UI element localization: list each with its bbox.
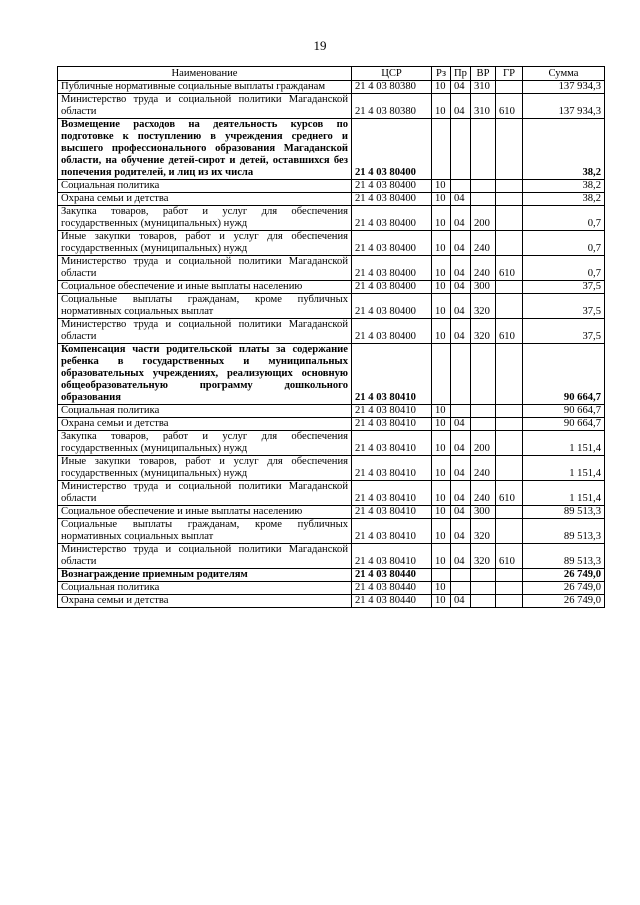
cell-csr: 21 4 03 80380 (352, 81, 432, 94)
table-row (58, 119, 605, 180)
column-header-gr: ГР (496, 67, 523, 81)
table-row (58, 418, 605, 431)
cell-sum: 0,7 (523, 206, 605, 231)
cell-pr (451, 344, 471, 405)
cell-gr (496, 294, 523, 319)
column-header-pr: Пр (451, 67, 471, 81)
cell-csr: 21 4 03 80380 (352, 94, 432, 119)
cell-csr: 21 4 03 80410 (352, 481, 432, 506)
cell-vr: 240 (471, 231, 496, 256)
cell-gr (496, 281, 523, 294)
cell-sum: 26 749,0 (523, 595, 605, 608)
table-row (58, 481, 605, 506)
cell-vr (471, 418, 496, 431)
cell-csr: 21 4 03 80400 (352, 281, 432, 294)
cell-csr: 21 4 03 80410 (352, 519, 432, 544)
cell-name: Компенсация части родительской платы за содержание ребенка в государственных и муниципальных образовательных учреждениях, реализующих основную общеобразовательную программу дошкольного образования (58, 344, 352, 405)
cell-sum: 89 513,3 (523, 506, 605, 519)
cell-gr: 610 (496, 319, 523, 344)
cell-csr: 21 4 03 80440 (352, 582, 432, 595)
cell-gr (496, 231, 523, 256)
cell-pr (451, 582, 471, 595)
page-number: 19 (313, 38, 327, 53)
table-row (58, 519, 605, 544)
cell-sum: 37,5 (523, 319, 605, 344)
column-header-name: Наименование (58, 67, 352, 81)
cell-rz (432, 344, 451, 405)
table-row (58, 193, 605, 206)
cell-sum: 1 151,4 (523, 481, 605, 506)
cell-vr (471, 344, 496, 405)
cell-vr: 300 (471, 281, 496, 294)
cell-rz: 10 (432, 193, 451, 206)
table-row (58, 319, 605, 344)
table-row (58, 431, 605, 456)
cell-rz: 10 (432, 519, 451, 544)
cell-gr (496, 595, 523, 608)
cell-csr: 21 4 03 80410 (352, 418, 432, 431)
cell-gr (496, 506, 523, 519)
cell-gr (496, 569, 523, 582)
cell-sum: 90 664,7 (523, 405, 605, 418)
table-row (58, 256, 605, 281)
cell-rz: 10 (432, 180, 451, 193)
cell-sum: 90 664,7 (523, 418, 605, 431)
cell-csr: 21 4 03 80400 (352, 319, 432, 344)
cell-rz: 10 (432, 595, 451, 608)
cell-vr (471, 595, 496, 608)
cell-csr: 21 4 03 80400 (352, 119, 432, 180)
cell-name: Возмещение расходов на деятельность курсов по подготовке к поступлению в учреждения среднего и высшего профессионального образования Магаданской области, на обучение детей-сирот и детей, оставшихся без попечения родителей, и лиц из их числа (58, 119, 352, 180)
cell-gr (496, 193, 523, 206)
cell-pr (451, 569, 471, 582)
cell-vr: 240 (471, 256, 496, 281)
cell-vr: 240 (471, 481, 496, 506)
cell-sum: 0,7 (523, 231, 605, 256)
cell-vr: 310 (471, 94, 496, 119)
cell-gr (496, 180, 523, 193)
cell-pr (451, 119, 471, 180)
cell-sum: 0,7 (523, 256, 605, 281)
cell-rz (432, 569, 451, 582)
cell-pr: 04 (451, 319, 471, 344)
column-header-csr: ЦСР (352, 67, 432, 81)
table-row (58, 595, 605, 608)
cell-name: Социальные выплаты гражданам, кроме публичных нормативных социальных выплат (58, 519, 352, 544)
cell-sum: 26 749,0 (523, 582, 605, 595)
cell-csr: 21 4 03 80400 (352, 193, 432, 206)
cell-rz: 10 (432, 256, 451, 281)
cell-gr: 610 (496, 544, 523, 569)
table-row (58, 94, 605, 119)
budget-table (57, 66, 605, 608)
cell-pr: 04 (451, 294, 471, 319)
cell-name: Публичные нормативные социальные выплаты гражданам (58, 81, 352, 94)
cell-pr: 04 (451, 81, 471, 94)
cell-sum: 1 151,4 (523, 431, 605, 456)
cell-gr (496, 119, 523, 180)
cell-rz: 10 (432, 582, 451, 595)
cell-name: Охрана семьи и детства (58, 193, 352, 206)
cell-rz: 10 (432, 319, 451, 344)
cell-name: Министерство труда и социальной политики Магаданской области (58, 94, 352, 119)
cell-gr (496, 519, 523, 544)
cell-vr: 320 (471, 544, 496, 569)
cell-pr: 04 (451, 456, 471, 481)
cell-csr: 21 4 03 80400 (352, 294, 432, 319)
cell-name: Иные закупки товаров, работ и услуг для обеспечения государственных (муниципальных) нужд (58, 456, 352, 481)
cell-name: Вознаграждение приемным родителям (58, 569, 352, 582)
cell-sum: 1 151,4 (523, 456, 605, 481)
cell-sum: 37,5 (523, 294, 605, 319)
cell-sum: 89 513,3 (523, 519, 605, 544)
table-row (58, 456, 605, 481)
table-row (58, 582, 605, 595)
table-row (58, 569, 605, 582)
cell-name: Социальное обеспечение и иные выплаты населению (58, 281, 352, 294)
cell-sum: 137 934,3 (523, 81, 605, 94)
column-header-vr: ВР (471, 67, 496, 81)
cell-csr: 21 4 03 80440 (352, 569, 432, 582)
cell-rz: 10 (432, 544, 451, 569)
cell-pr: 04 (451, 544, 471, 569)
cell-vr (471, 180, 496, 193)
cell-pr (451, 405, 471, 418)
cell-pr (451, 180, 471, 193)
cell-gr (496, 582, 523, 595)
cell-sum: 38,2 (523, 119, 605, 180)
cell-rz: 10 (432, 431, 451, 456)
cell-gr (496, 81, 523, 94)
cell-vr (471, 582, 496, 595)
table-row (58, 506, 605, 519)
table-body (58, 81, 605, 608)
cell-vr: 240 (471, 456, 496, 481)
cell-rz: 10 (432, 405, 451, 418)
cell-pr: 04 (451, 281, 471, 294)
cell-vr: 310 (471, 81, 496, 94)
table-row (58, 81, 605, 94)
cell-csr: 21 4 03 80400 (352, 206, 432, 231)
cell-csr: 21 4 03 80440 (352, 595, 432, 608)
cell-name: Социальные выплаты гражданам, кроме публичных нормативных социальных выплат (58, 294, 352, 319)
cell-rz: 10 (432, 294, 451, 319)
cell-vr: 300 (471, 506, 496, 519)
cell-vr (471, 569, 496, 582)
cell-pr: 04 (451, 506, 471, 519)
table-row (58, 544, 605, 569)
cell-pr: 04 (451, 256, 471, 281)
cell-csr: 21 4 03 80400 (352, 180, 432, 193)
cell-sum: 137 934,3 (523, 94, 605, 119)
cell-pr: 04 (451, 94, 471, 119)
cell-rz: 10 (432, 231, 451, 256)
cell-pr: 04 (451, 193, 471, 206)
cell-vr (471, 193, 496, 206)
cell-vr: 320 (471, 519, 496, 544)
table-row (58, 281, 605, 294)
cell-csr: 21 4 03 80410 (352, 431, 432, 456)
column-header-rz: Рз (432, 67, 451, 81)
table-row (58, 344, 605, 405)
cell-rz: 10 (432, 281, 451, 294)
table-row (58, 294, 605, 319)
cell-gr: 610 (496, 256, 523, 281)
cell-csr: 21 4 03 80400 (352, 231, 432, 256)
cell-name: Социальная политика (58, 405, 352, 418)
cell-pr: 04 (451, 481, 471, 506)
cell-name: Министерство труда и социальной политики Магаданской области (58, 481, 352, 506)
cell-name: Охрана семьи и детства (58, 418, 352, 431)
column-header-sum: Сумма (523, 67, 605, 81)
cell-pr: 04 (451, 231, 471, 256)
cell-vr: 320 (471, 294, 496, 319)
cell-gr (496, 418, 523, 431)
cell-rz: 10 (432, 456, 451, 481)
cell-csr: 21 4 03 80410 (352, 506, 432, 519)
table-row (58, 206, 605, 231)
cell-sum: 89 513,3 (523, 544, 605, 569)
cell-name: Министерство труда и социальной политики Магаданской области (58, 256, 352, 281)
cell-vr (471, 119, 496, 180)
cell-name: Закупка товаров, работ и услуг для обеспечения государственных (муниципальных) нужд (58, 206, 352, 231)
cell-name: Министерство труда и социальной политики Магаданской области (58, 319, 352, 344)
cell-sum: 37,5 (523, 281, 605, 294)
cell-csr: 21 4 03 80410 (352, 405, 432, 418)
cell-rz: 10 (432, 81, 451, 94)
cell-csr: 21 4 03 80410 (352, 344, 432, 405)
cell-rz: 10 (432, 418, 451, 431)
cell-csr: 21 4 03 80410 (352, 544, 432, 569)
cell-name: Министерство труда и социальной политики Магаданской области (58, 544, 352, 569)
cell-sum: 38,2 (523, 180, 605, 193)
cell-rz: 10 (432, 506, 451, 519)
cell-name: Социальная политика (58, 582, 352, 595)
cell-vr: 200 (471, 431, 496, 456)
cell-sum: 90 664,7 (523, 344, 605, 405)
table-row (58, 231, 605, 256)
cell-rz: 10 (432, 481, 451, 506)
cell-gr: 610 (496, 94, 523, 119)
cell-pr: 04 (451, 206, 471, 231)
cell-name: Социальное обеспечение и иные выплаты населению (58, 506, 352, 519)
cell-csr: 21 4 03 80400 (352, 256, 432, 281)
cell-sum: 26 749,0 (523, 569, 605, 582)
cell-gr: 610 (496, 481, 523, 506)
cell-gr (496, 405, 523, 418)
cell-name: Охрана семьи и детства (58, 595, 352, 608)
cell-gr (496, 206, 523, 231)
cell-pr: 04 (451, 418, 471, 431)
cell-vr: 320 (471, 319, 496, 344)
cell-vr (471, 405, 496, 418)
cell-pr: 04 (451, 519, 471, 544)
cell-pr: 04 (451, 595, 471, 608)
cell-gr (496, 431, 523, 456)
cell-gr (496, 344, 523, 405)
cell-name: Социальная политика (58, 180, 352, 193)
table-row (58, 405, 605, 418)
cell-sum: 38,2 (523, 193, 605, 206)
cell-name: Иные закупки товаров, работ и услуг для обеспечения государственных (муниципальных) нужд (58, 231, 352, 256)
cell-pr: 04 (451, 431, 471, 456)
cell-rz: 10 (432, 206, 451, 231)
cell-name: Закупка товаров, работ и услуг для обеспечения государственных (муниципальных) нужд (58, 431, 352, 456)
cell-gr (496, 456, 523, 481)
cell-csr: 21 4 03 80410 (352, 456, 432, 481)
cell-rz: 10 (432, 94, 451, 119)
cell-rz (432, 119, 451, 180)
table-header-row (58, 67, 605, 81)
table-row (58, 180, 605, 193)
cell-vr: 200 (471, 206, 496, 231)
